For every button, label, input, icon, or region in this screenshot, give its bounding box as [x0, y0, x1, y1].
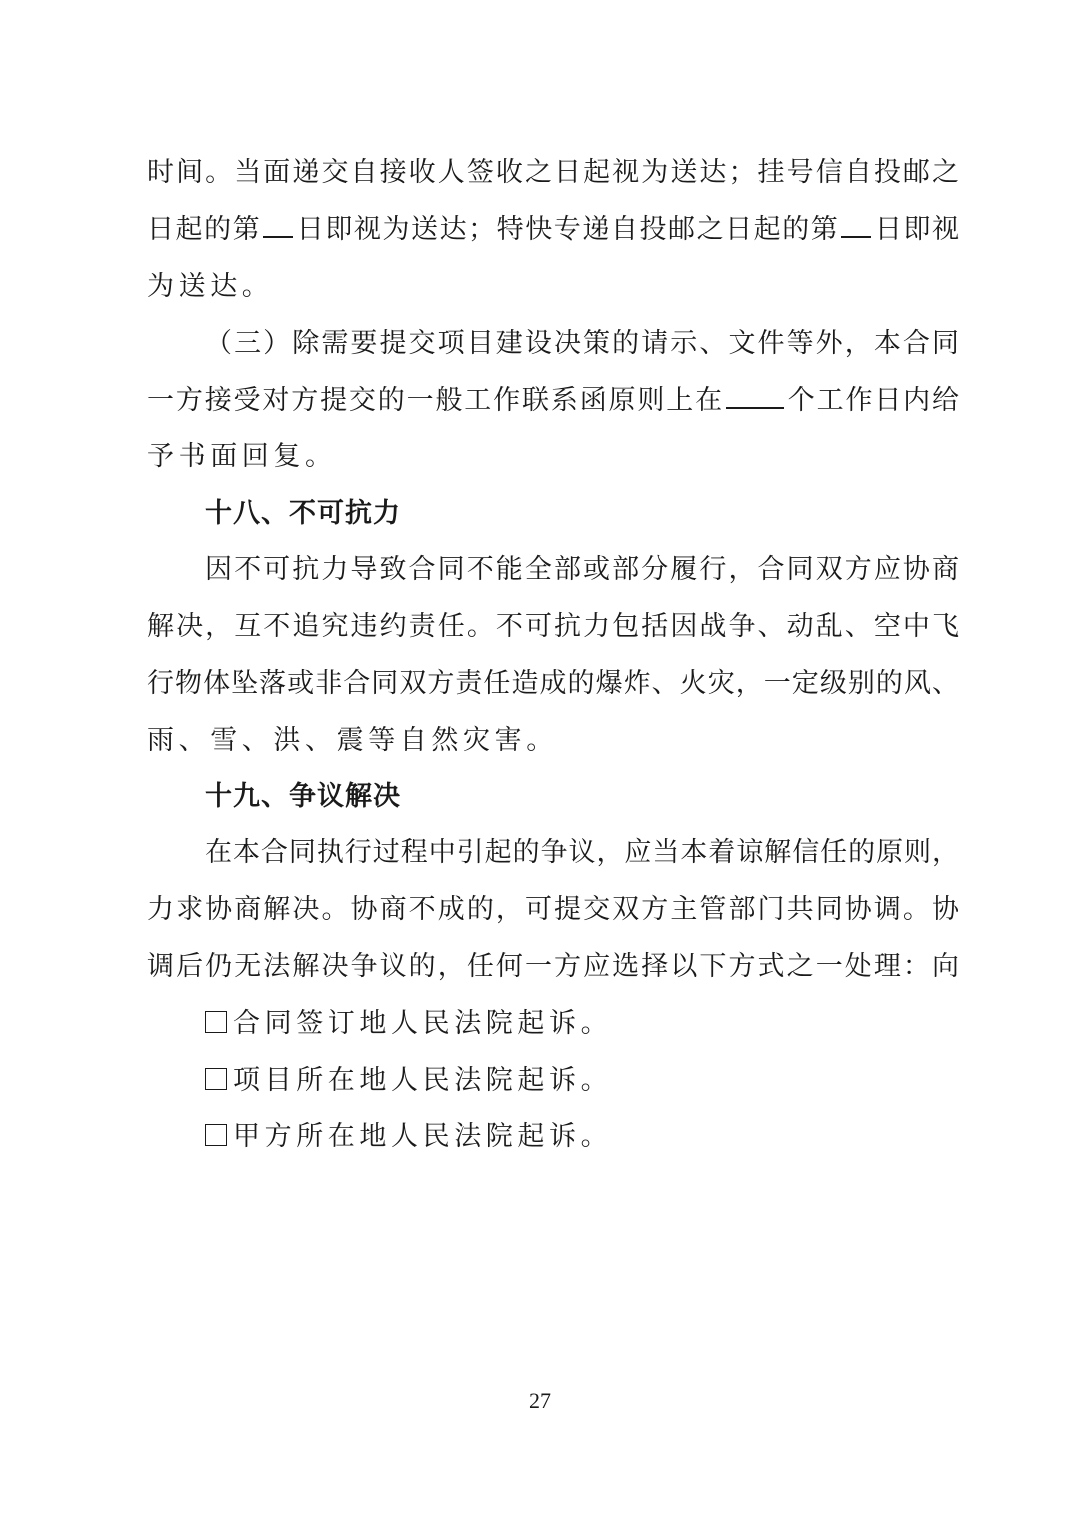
delivery-line-2-part-a: 日起的第 — [147, 214, 262, 245]
checkbox[interactable] — [205, 1124, 227, 1146]
section-18-line-1: 因不可抗力导致合同不能全部或部分履行，合同双方应协商 — [205, 554, 959, 585]
section-18-heading: 十八、不可抗力 — [205, 498, 401, 529]
page-number: 27 — [529, 1388, 551, 1413]
option-label: 甲方所在地人民法院起诉。 — [233, 1121, 613, 1152]
section-18-line-3: 行物体坠落或非合同双方责任造成的爆炸、火灾，一定级别的风、 — [147, 668, 959, 699]
option-contract-signing-court — [205, 1004, 959, 1044]
section-19-line-3: 调后仍无法解决争议的，任何一方应选择以下方式之一处理：向 — [147, 951, 959, 982]
delivery-line-3: 为送达。 — [147, 271, 274, 302]
section-19-line-1: 在本合同执行过程中引起的争议，应当本着谅解信任的原则， — [205, 837, 959, 868]
section-18-line-2: 解决，互不追究违约责任。不可抗力包括因战争、动乱、空中飞 — [147, 611, 959, 642]
reply-line-2-part-b: 个工作日内给 — [785, 385, 960, 416]
fill-in-blank — [841, 210, 871, 238]
fill-in-blank — [726, 381, 784, 409]
option-label: 项目所在地人民法院起诉。 — [233, 1065, 613, 1096]
reply-line-2 — [147, 381, 959, 421]
checkbox[interactable] — [205, 1068, 227, 1090]
reply-line-1: （三）除需要提交项目建设决策的请示、文件等外，本合同 — [205, 328, 959, 359]
section-18-line-4: 雨、雪、洪、震等自然灾害。 — [147, 725, 558, 756]
fill-in-blank — [263, 210, 293, 238]
option-project-location-court — [205, 1061, 959, 1101]
reply-line-2-part-a: 一方接受对方提交的一般工作联系函原则上在 — [147, 385, 724, 416]
reply-line-3: 予书面回复。 — [147, 441, 337, 472]
delivery-line-2-part-b: 日即视为送达；特快专递自投邮之日起的第 — [295, 214, 840, 245]
option-label: 合同签订地人民法院起诉。 — [233, 1008, 613, 1039]
checkbox[interactable] — [205, 1011, 227, 1033]
delivery-line-2-part-c: 日即视 — [873, 214, 960, 245]
delivery-line-1: 时间。当面递交自接收人签收之日起视为送达；挂号信自投邮之 — [147, 157, 959, 188]
section-19-line-2: 力求协商解决。协商不成的，可提交双方主管部门共同协调。协 — [147, 894, 959, 925]
section-19-heading: 十九、争议解决 — [205, 781, 401, 812]
option-party-a-location-court — [205, 1117, 959, 1157]
delivery-line-2 — [147, 210, 959, 250]
